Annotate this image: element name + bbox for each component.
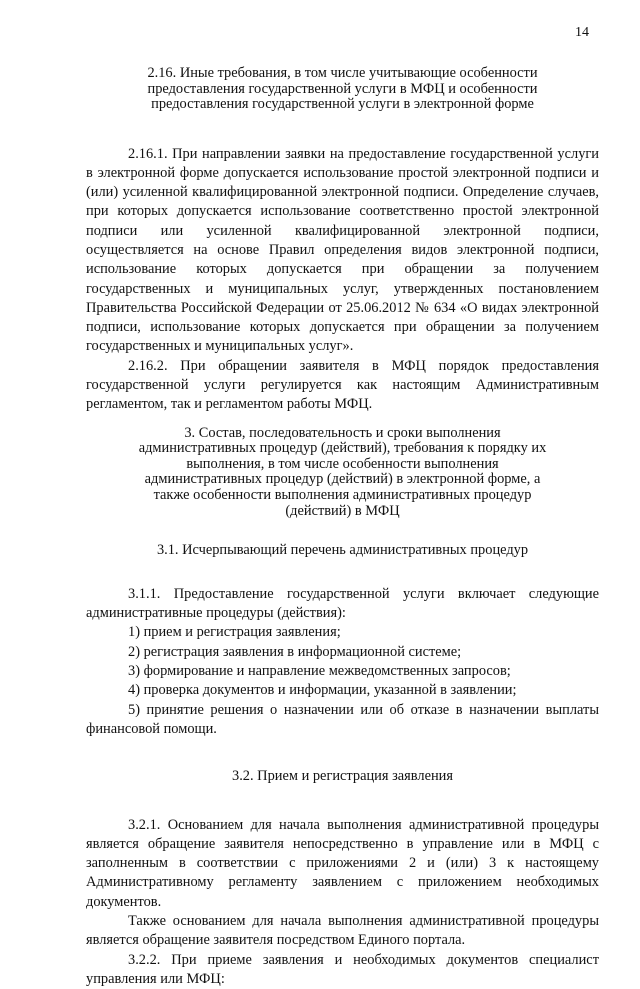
paragraph-3-2-1: 3.2.1. Основанием для начала выполнения административной процедуры является обращение заявителя непосредственно в управление или в МФЦ с заполненным в соответствии с приложениями 2 и (или) 3 к настоящему Административному регламенту заявлением с приложением необходимых документов. — [86, 816, 599, 910]
section-3-2-heading: 3.2. Прием и регистрация заявления — [232, 768, 453, 785]
list-item: 5) принятие решения о назначении или об отказе в назначении выплаты финансовой помощи. — [86, 701, 599, 737]
page-number: 14 — [575, 25, 589, 40]
paragraph-2-16-1: 2.16.1. При направлении заявки на предоставление государственной услуги в электронной форме допускается использование простой электронной подписи и (или) усиленной квалифицированной электронной подписи. Определение случаев, при которых допускается использование соответственно простой электронной подписи или усиленной квалифицированной электронной подписи, осуществляется на основе Правил определения видов электронной подписи, использование которых допускается при обращении за получением государственных и муниципальных услуг, утвержденных постановлением Правительства Российской Федерации от 25.06.2012 № 634 «О видах электронной подписи, использование которых допускается при обращении за получением государственных и муниципальных услуг». — [86, 145, 599, 355]
paragraph-3-1-1: 3.1.1. Предоставление государственной услуги включает следующие административные процедуры (действия): — [86, 585, 599, 622]
list-item: 2) регистрация заявления в информационной системе; — [128, 643, 462, 660]
document-body — [86, 66, 599, 989]
paragraph-2-16-2: 2.16.2. При обращении заявителя в МФЦ порядок предоставления государственной услуги регулируется как настоящим Административным регламентом, так и регламентом работы МФЦ. — [86, 357, 599, 413]
list-item: 4) проверка документов и информации, указанной в заявлении; — [128, 682, 517, 699]
section-2-16-heading: 2.16. Иные требования, в том числе учитывающие особенности предоставления государственной услуги в МФЦ и особенности предоставления государственной услуги в электронной форме — [147, 65, 538, 112]
list-item: 3) формирование и направление межведомственных запросов; — [128, 662, 511, 679]
paragraph-3-2-2: 3.2.2. При приеме заявления и необходимых документов специалист управления или МФЦ: — [86, 951, 599, 987]
section-3-heading: 3. Состав, последовательность и сроки выполнения административных процедур (действий), требования к порядку их выполнения, в том числе особенности выполнения административных процедур (действий) в электронной форме, а также особенности выполнения административных процедур (действий) в МФЦ — [138, 424, 547, 519]
list-item: 1) прием и регистрация заявления; — [128, 624, 341, 641]
paragraph-also-basis: Также основанием для начала выполнения административной процедуры является обращение заявителя посредством Единого портала. — [86, 913, 599, 949]
procedures-list — [86, 623, 599, 739]
section-3-1-heading: 3.1. Исчерпывающий перечень административных процедур — [156, 542, 529, 559]
